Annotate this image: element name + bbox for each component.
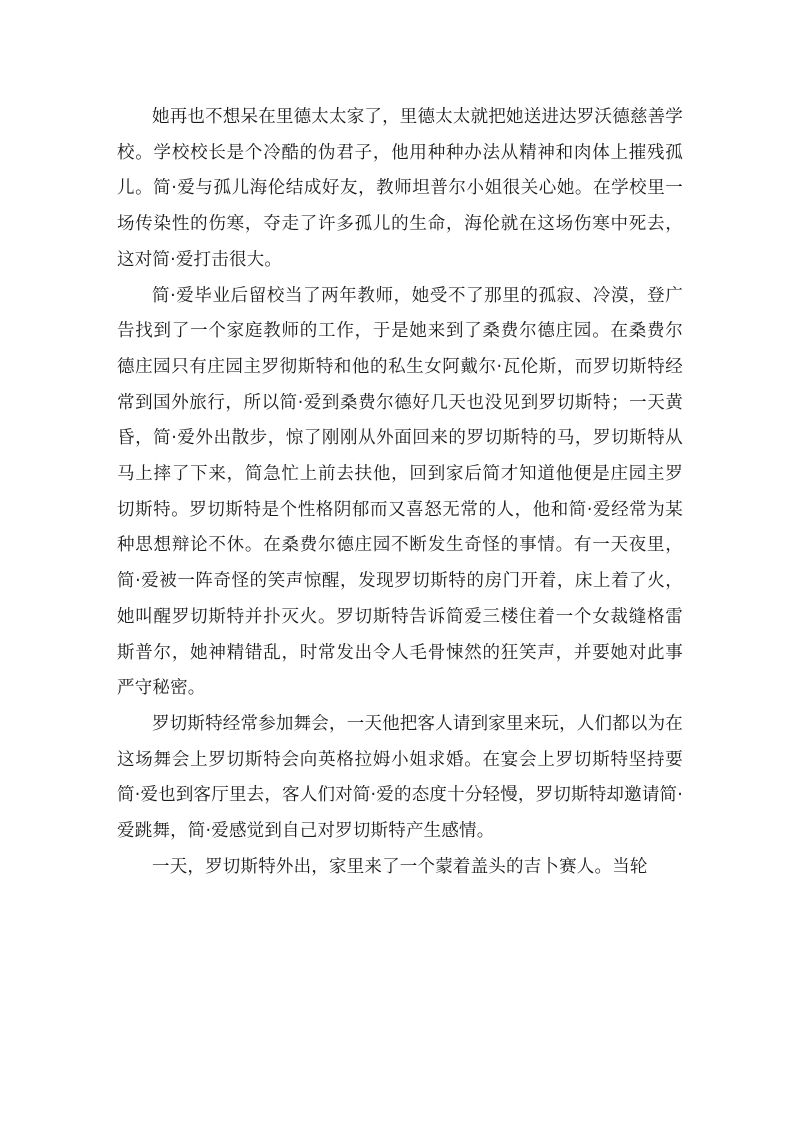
paragraph-4: 一天，罗切斯特外出，家里来了一个蒙着盖头的吉卜赛人。当轮 (152, 856, 648, 877)
paragraph-2: 简·爱毕业后留校当了两年教师，她受不了那里的孤寂、冷漠，登广告找到了一个家庭教师的工作，于是她来到了桑费尔德庄园。在桑费尔德庄园只有庄园主罗彻斯特和他的私生女阿戴尔·瓦伦斯，而罗切斯特经常到国外旅行，所以简·爱到桑费尔德好几天也没见到罗切斯特；一天黄昏，简·爱外出散步，惊了刚刚从外面回来的罗切斯特的马，罗切斯特从马上摔了下来，简急忙上前去扶他，回到家后简才知道他便是庄园主罗切斯特。罗切斯特是个性格阴郁而又喜怒无常的人，他和简·爱经常为某种思想辩论不休。在桑费尔德庄园不断发生奇怪的事情。有一天夜里，简·爱被一阵奇怪的笑声惊醒，发现罗切斯特的房门开着，床上着了火，她叫醒罗切斯特并扑灭火。罗切斯特告诉简爱三楼住着一个女裁缝格雷斯普尔，她神精错乱，时常发出令人毛骨悚然的狂笑声，并要她对此事严守秘密。 (117, 285, 683, 699)
document-body (117, 100, 683, 885)
paragraph-3: 罗切斯特经常参加舞会，一天他把客人请到家里来玩，人们都以为在这场舞会上罗切斯特会向英格拉姆小姐求婚。在宴会上罗切斯特坚持要简·爱也到客厅里去，客人们对简·爱的态度十分轻慢，罗切斯特却邀请简·爱跳舞，简·爱感觉到自己对罗切斯特产生感情。 (117, 713, 683, 842)
paragraph-1: 她再也不想呆在里德太太家了，里德太太就把她送进达罗沃德慈善学校。学校校长是个冷酷的伪君子，他用种种办法从精神和肉体上摧残孤儿。简·爱与孤儿海伦结成好友，教师坦普尔小姐很关心她。在学校里一场传染性的伤寒，夺走了许多孤儿的生命，海伦就在这场伤寒中死去，这对简·爱打击很大。 (117, 107, 683, 270)
